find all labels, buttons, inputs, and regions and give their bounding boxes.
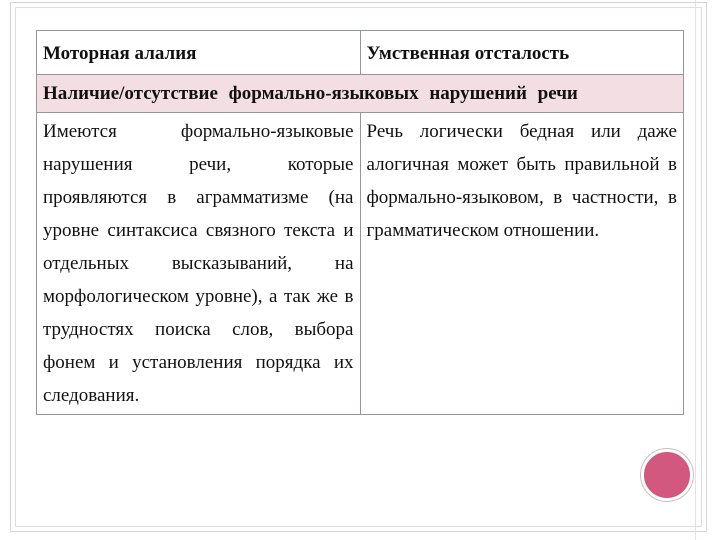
- decorative-circle-icon: [641, 449, 693, 501]
- table-row: [37, 113, 684, 415]
- subheader-criterion: Наличие/отсутствие формально-языковых нарушений речи: [37, 75, 684, 113]
- table-header-row: [37, 31, 684, 75]
- table-subheader-row: [37, 75, 684, 113]
- comparison-table: [36, 30, 684, 415]
- header-mental-retardation: Умственная отсталость: [360, 31, 684, 75]
- cell-motor-alalia: Имеются формально-языковые нарушения речи, которые проявляются в аграмматизме (на уровне синтаксиса связного текста и отдельных высказываний, на морфологическом уровне), а так же в трудностях поиска слов, выбора фонем и установления порядка их следования.: [37, 113, 361, 415]
- cell-mental-retardation: Речь логически бедная или даже алогичная может быть правильной в формально-языковом, в частности, в грамматическом отношении.: [360, 113, 684, 415]
- slide-edge-line: [695, 0, 696, 540]
- header-motor-alalia: Моторная алалия: [37, 31, 361, 75]
